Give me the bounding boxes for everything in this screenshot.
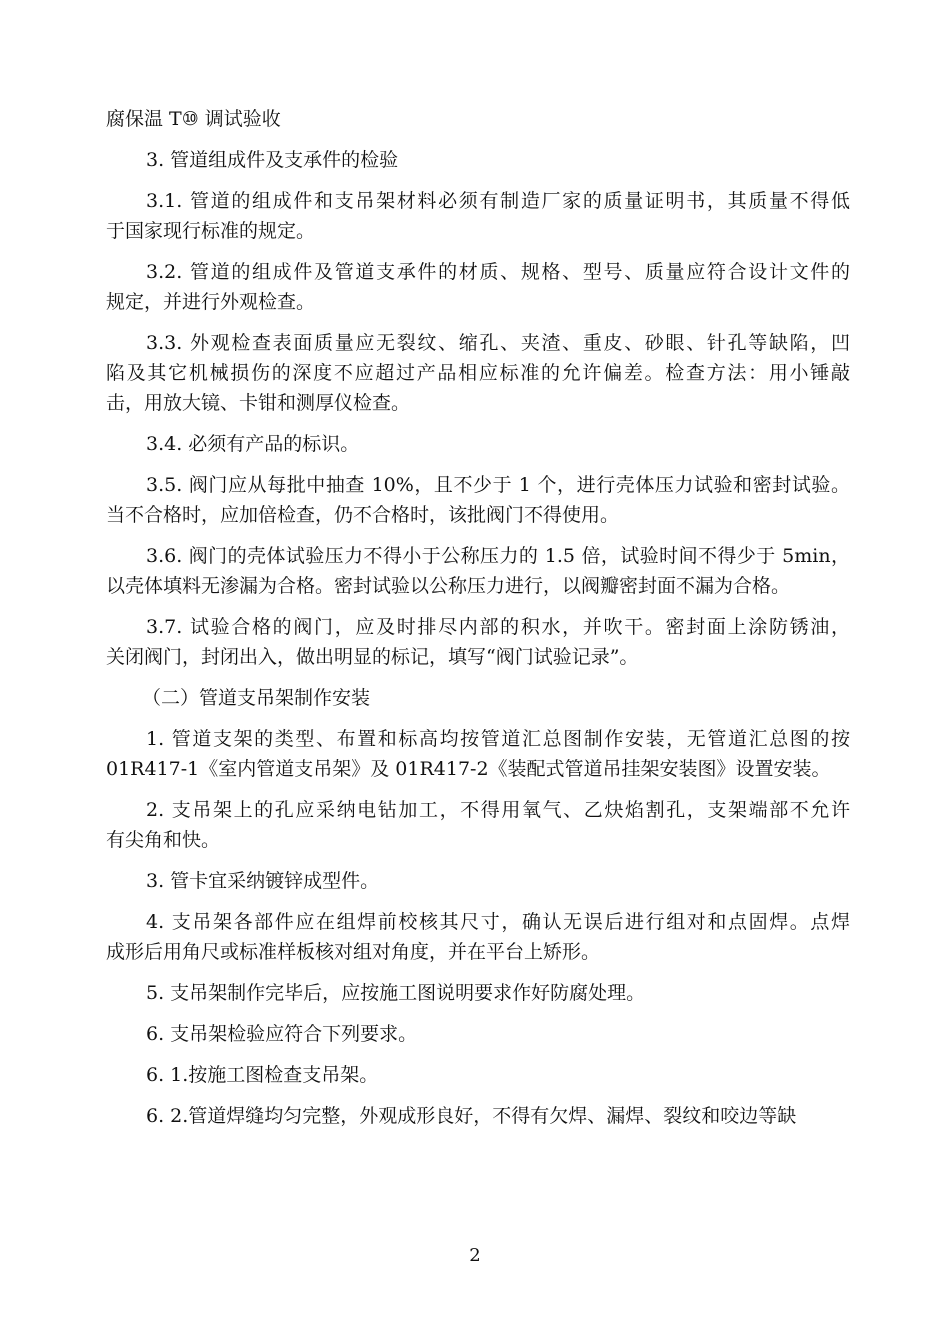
text-line: 3. 管道组成件及支承件的检验 [146,149,399,171]
text-line: 1. 管道支架的类型、布置和标高均按管道汇总图制作安装，无管道汇总图的按 [146,728,850,750]
text-line: 3.4. 必须有产品的标识。 [146,433,360,455]
paragraph-6-2 [106,1101,850,1131]
text-line: 击，用放大镜、卡钳和测厚仪检查。 [106,392,411,414]
text-line: 3.6. 阀门的壳体试验压力不得小于公称压力的 1.5 倍，试验时间不得少于 5min， [146,545,850,567]
paragraph-3-6 [106,541,850,601]
page-number: 2 [469,1245,481,1266]
text-line: 3.2. 管道的组成件及管道支承件的材质、规格、型号、质量应符合设计文件的 [146,261,850,283]
text-line: 规定，并进行外观检查。 [106,291,316,313]
text-line: 6. 支吊架检验应符合下列要求。 [146,1023,418,1045]
text-line: 于国家现行标准的规定。 [106,220,316,242]
text-line: 陷及其它机械损伤的深度不应超过产品相应标准的允许偏差。检查方法：用小锤敲 [106,362,850,384]
paragraph-2 [106,795,850,855]
text-line: 3.5. 阀门应从每批中抽查 10%，且不少于 1 个，进行壳体压力试验和密封试验。 [146,474,850,496]
text-line: 3.3. 外观检查表面质量应无裂纹、缩孔、夹渣、重皮、砂眼、针孔等缺陷，凹 [146,332,850,354]
text-line: 成形后用角尺或标准样板核对组对角度，并在平台上矫形。 [106,941,601,963]
text-line: 6. 1.按施工图检查支吊架。 [146,1064,379,1086]
text-line: 6. 2.管道焊缝均匀完整，外观成形良好，不得有欠焊、漏焊、裂纹和咬边等缺 [146,1105,797,1127]
paragraph-4 [106,907,850,967]
paragraph-1 [106,724,850,784]
text-line: 当不合格时，应加倍检查，仍不合格时，该批阀门不得使用。 [106,504,620,526]
paragraph-continuation [106,104,850,134]
text-line: 5. 支吊架制作完毕后，应按施工图说明要求作好防腐处理。 [146,982,646,1004]
paragraph-5 [106,978,850,1008]
paragraph-3-7 [106,612,850,672]
paragraph-3-1 [106,186,850,246]
section-heading-2 [106,683,850,713]
text-line: 关闭阀门，封闭出入，做出明显的标记，填写“阀门试验记录”。 [106,646,639,668]
text-line: 3.1. 管道的组成件和支吊架材料必须有制造厂家的质量证明书，其质量不得低 [146,190,850,212]
paragraph-3 [106,866,850,896]
document-body [106,104,850,1142]
paragraph-3-2 [106,257,850,317]
text-line: 2. 支吊架上的孔应采纳电钻加工，不得用氧气、乙炔焰割孔，支架端部不允许 [146,799,850,821]
text-line: 以壳体填料无渗漏为合格。密封试验以公称压力进行，以阀瓣密封面不漏为合格。 [106,575,791,597]
text-line: 腐保温 T⑩ 调试验收 [106,108,281,130]
text-line: 4. 支吊架各部件应在组焊前校核其尺寸，确认无误后进行组对和点固焊。点焊 [146,911,850,933]
section-heading-3 [106,145,850,175]
paragraph-3-5 [106,470,850,530]
text-line: （二）管道支吊架制作安装 [142,687,371,709]
text-line: 3. 管卡宜采纳镀锌成型件。 [146,870,380,892]
paragraph-3-3 [106,328,850,418]
paragraph-3-4 [106,429,850,459]
paragraph-6-1 [106,1060,850,1090]
paragraph-6 [106,1019,850,1049]
text-line: 01R417-1《室内管道支吊架》及 01R417-2《装配式管道吊挂架安装图》设置安装。 [106,758,831,780]
text-line: 有尖角和快。 [106,829,221,851]
text-line: 3.7. 试验合格的阀门，应及时排尽内部的积水，并吹干。密封面上涂防锈油， [146,616,850,638]
